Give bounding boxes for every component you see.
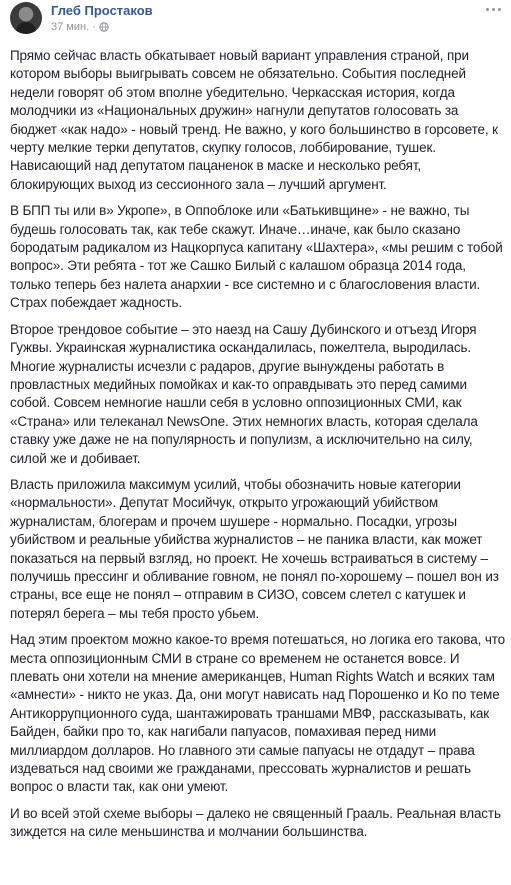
globe-icon[interactable] bbox=[99, 22, 109, 32]
post-paragraph: Над этим проектом можно какое-то время потешаться, но логика его такова, что места оппозиционным СМИ в стране со временем не останется вовсе. И плевать они хотели на мнение американцев, Human Rights Watch и всяких там «амнести» - никто не указ. Да, они могут нависать над Порошенко и Ко по теме Антикоррупционного суда, шантажировать траншами МВФ, рассказывать, как Байден, байки про то, как нагибали папуасов, помахивая перед ними миллиардом долларов. Но главного эти самые папуасы не отдадут – права издеваться над своими же гражданами, прессовать журналистов и решать вопрос о власти так, как они умеют. bbox=[10, 632, 505, 795]
post-paragraph: Власть приложила максимум усилий, чтобы обозначить новые категории «нормальности». Депутат Мосийчук, открыто угрожающий убийством журналистам, блогерам и прочем шушере - нормально. Посадки, угрозы убийством и реальные убийства журналистов – не паника власти, как может показаться на первый взгляд, но проект. Не хочешь встраиваться в систему – получишь прессинг и обливание говном, не понял по-хорошему – пошел вон из страны, все еще не понял – отправим в СИЗО, совсем слетел с катушек и потерял берега – мы тебя просто убьем. bbox=[10, 476, 499, 621]
author-name[interactable]: Глеб Простаков bbox=[51, 3, 153, 18]
post-paragraph: В БПП ты или в» Укропе», в Оппоблоке или «Батькивщине» - не важно, ты будешь голосовать так, как тебе скажут. Иначе…иначе, как было сказано бородатым радикалом из Нацкорпуса капитану «Шахтера», «мы решим с тобой вопрос». Эти ребята - тот же Сашко Билый с калашом образца 2014 года, только теперь без налета анархии - все системно и с благословения власти. Страх побеждает жадность. bbox=[10, 203, 503, 311]
post-paragraph: И во всей этой схеме выборы – далеко не священный Грааль. Реальная власть зиждется на силе меньшинства и молчании большинства. bbox=[10, 805, 501, 840]
meta-separator: · bbox=[92, 21, 96, 33]
more-options-icon[interactable] bbox=[486, 4, 502, 14]
post-body bbox=[10, 47, 505, 850]
post-paragraph: Прямо сейчас власть обкатывает новый вариант управления страной, при котором выборы выигрывать совсем не обязательно. События последней недели говорят об этом вполне убедительно. Черкасская история, когда молодчики из «Национальных дружин» нагнули депутатов голосовать за бюджет «как надо» - новый тренд. Не важно, у кого большинство в горсовете, к черту мелкие терки депутатов, скупку голосов, лоббирование, тушек. Нависающий над депутатом пацаненок в маске и несколько ребят, блокирующих выход из сессионного зала – лучший аргумент. bbox=[10, 48, 498, 192]
post-header bbox=[0, 0, 511, 40]
post-paragraph: Второе трендовое событие – это наезд на Сашу Дубинского и отъезд Игоря Гужвы. Украинская журналистика оскандалилась, пожелтела, выродилась. Многие журналисты исчезли с радаров, другие вынуждены работать в провластных медийных помойках и как-то оправдывать это перед самими собой. Совсем немногие нашли себя в условно оппозиционных СМИ, как «Страна» или телеканал NewsOne. Этих немногих власть, которая сделала ставку уже даже не на популярность и популизм, а исключительно на силу, силой же и добивает. bbox=[10, 321, 478, 466]
post-meta bbox=[51, 21, 109, 33]
author-avatar[interactable] bbox=[10, 2, 42, 34]
post-timestamp[interactable]: 37 мин. bbox=[51, 21, 90, 33]
